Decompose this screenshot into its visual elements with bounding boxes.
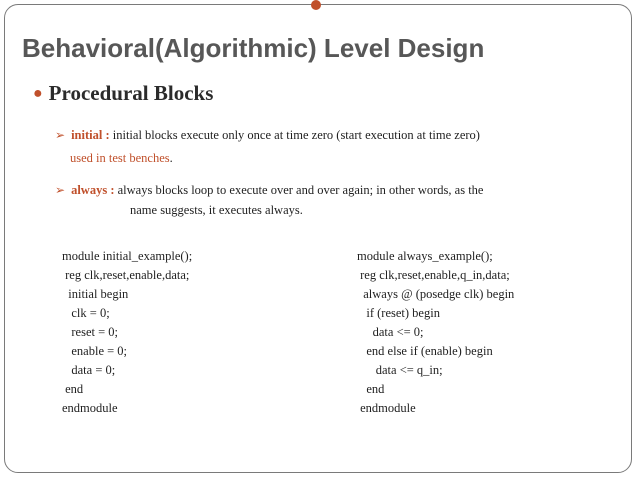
code-line: if (reset) begin: [357, 306, 440, 320]
initial-item: [55, 128, 480, 143]
always-description-line2: name suggests, it executes always.: [130, 203, 303, 217]
always-separator: :: [107, 183, 118, 197]
code-block-always: [357, 228, 514, 437]
code-line: end: [357, 382, 385, 396]
code-line: module always_example();: [357, 249, 493, 263]
code-line: module initial_example();: [62, 249, 193, 263]
code-line: endmodule: [357, 401, 416, 415]
code-line: data <= q_in;: [357, 363, 443, 377]
initial-note-line: [70, 151, 173, 166]
initial-description: initial blocks execute only once at time zero (start execution at time zero): [112, 128, 480, 142]
initial-note: used in test benches: [70, 151, 170, 165]
code-line: reset = 0;: [62, 325, 118, 339]
initial-keyword: initial: [71, 128, 103, 142]
code-line: enable = 0;: [62, 344, 128, 358]
slide-title: Behavioral(Algorithmic) Level Design: [22, 33, 485, 63]
code-block-initial: [62, 228, 192, 437]
bullet-dot-icon: ●: [33, 85, 43, 102]
code-line: endmodule: [62, 401, 118, 415]
bullet-procedural-blocks: [33, 81, 213, 106]
code-line: clk = 0;: [62, 306, 110, 320]
arrow-bullet-icon: ➢: [55, 128, 66, 142]
code-line: reg clk,reset,enable,q_in,data;: [357, 268, 510, 282]
code-line: data = 0;: [62, 363, 116, 377]
code-line: always @ (posedge clk) begin: [357, 287, 515, 301]
code-line: reg clk,reset,enable,data;: [62, 268, 190, 282]
initial-note-end: .: [169, 151, 173, 165]
code-line: end: [62, 382, 84, 396]
code-line: data <= 0;: [357, 325, 424, 339]
heading-text: Procedural Blocks: [48, 81, 214, 105]
initial-separator: :: [102, 128, 113, 142]
code-line: end else if (enable) begin: [357, 344, 493, 358]
arrow-bullet-icon: ➢: [55, 183, 66, 197]
always-keyword: always: [71, 183, 108, 197]
code-line: initial begin: [62, 287, 129, 301]
decorative-dot: [311, 0, 321, 10]
always-description: always blocks loop to execute over and over again; in other words, as the: [117, 183, 484, 197]
always-item: [55, 183, 483, 198]
